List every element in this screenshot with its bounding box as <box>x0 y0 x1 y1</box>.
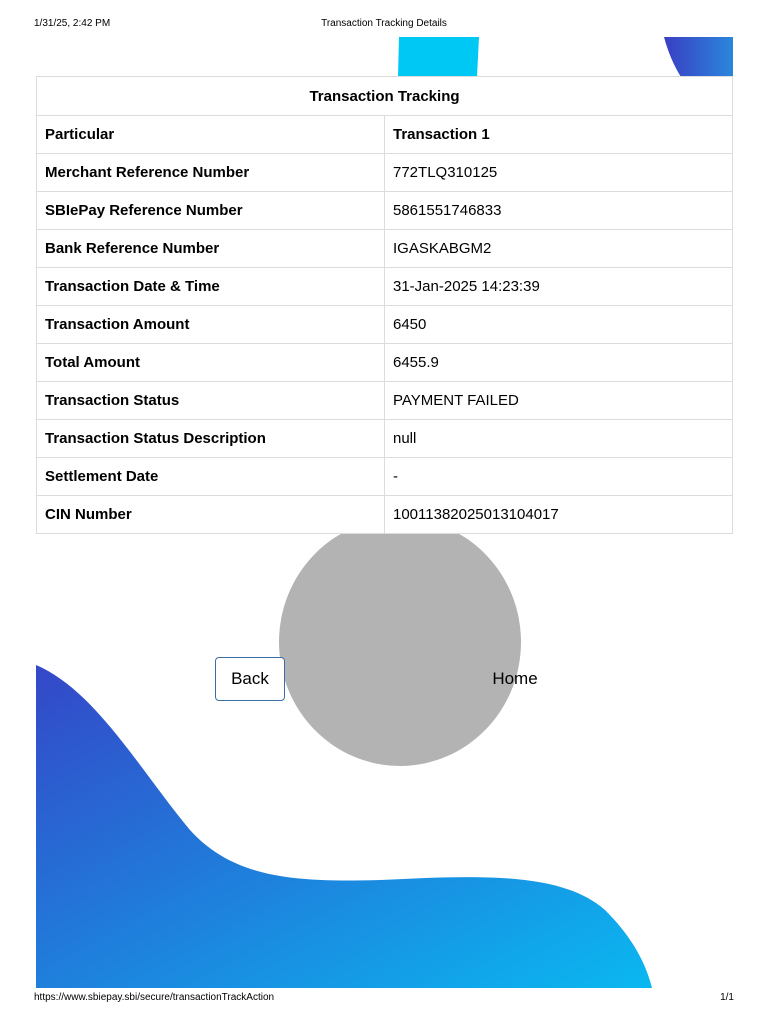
print-page-title: Transaction Tracking Details <box>321 18 447 29</box>
row-value: - <box>385 458 733 496</box>
home-button[interactable]: Home <box>492 669 538 688</box>
row-label: Total Amount <box>37 344 385 382</box>
row-value: PAYMENT FAILED <box>385 382 733 420</box>
row-value: 10011382025013104017 <box>385 496 733 534</box>
row-value: 6450 <box>385 306 733 344</box>
row-value: 6455.9 <box>385 344 733 382</box>
table-row <box>37 382 733 420</box>
decorative-circle <box>279 518 521 766</box>
table-row <box>37 344 733 382</box>
row-label: Transaction Amount <box>37 306 385 344</box>
back-button[interactable]: Back <box>215 657 285 701</box>
row-label: Bank Reference Number <box>37 230 385 268</box>
row-label: Transaction Status <box>37 382 385 420</box>
print-header <box>0 18 768 32</box>
header-particular: Particular <box>37 116 385 154</box>
table-row <box>37 154 733 192</box>
row-label: Merchant Reference Number <box>37 154 385 192</box>
table-row <box>37 230 733 268</box>
row-label: Settlement Date <box>37 458 385 496</box>
print-url: https://www.sbiepay.sbi/secure/transactionTrackAction <box>34 992 275 1003</box>
table-row <box>37 458 733 496</box>
table-header-row <box>37 116 733 154</box>
row-label: Transaction Date & Time <box>37 268 385 306</box>
row-value: 5861551746833 <box>385 192 733 230</box>
table-row <box>37 268 733 306</box>
row-value: null <box>385 420 733 458</box>
transaction-tracking-table <box>36 76 733 534</box>
row-value: IGASKABGM2 <box>385 230 733 268</box>
print-page-count: 1/1 <box>720 992 734 1003</box>
table-row <box>37 420 733 458</box>
print-datetime: 1/31/25, 2:42 PM <box>34 18 111 29</box>
top-right-blue-shape <box>664 37 733 77</box>
top-cyan-shape <box>398 37 479 77</box>
row-value: 772TLQ310125 <box>385 154 733 192</box>
print-footer <box>0 992 768 1006</box>
row-label: CIN Number <box>37 496 385 534</box>
table-row <box>37 192 733 230</box>
row-value: 31-Jan-2025 14:23:39 <box>385 268 733 306</box>
header-transaction: Transaction 1 <box>385 116 733 154</box>
row-label: Transaction Status Description <box>37 420 385 458</box>
table-row <box>37 496 733 534</box>
table-caption: Transaction Tracking <box>37 77 733 116</box>
row-label: SBIePay Reference Number <box>37 192 385 230</box>
table-row <box>37 306 733 344</box>
